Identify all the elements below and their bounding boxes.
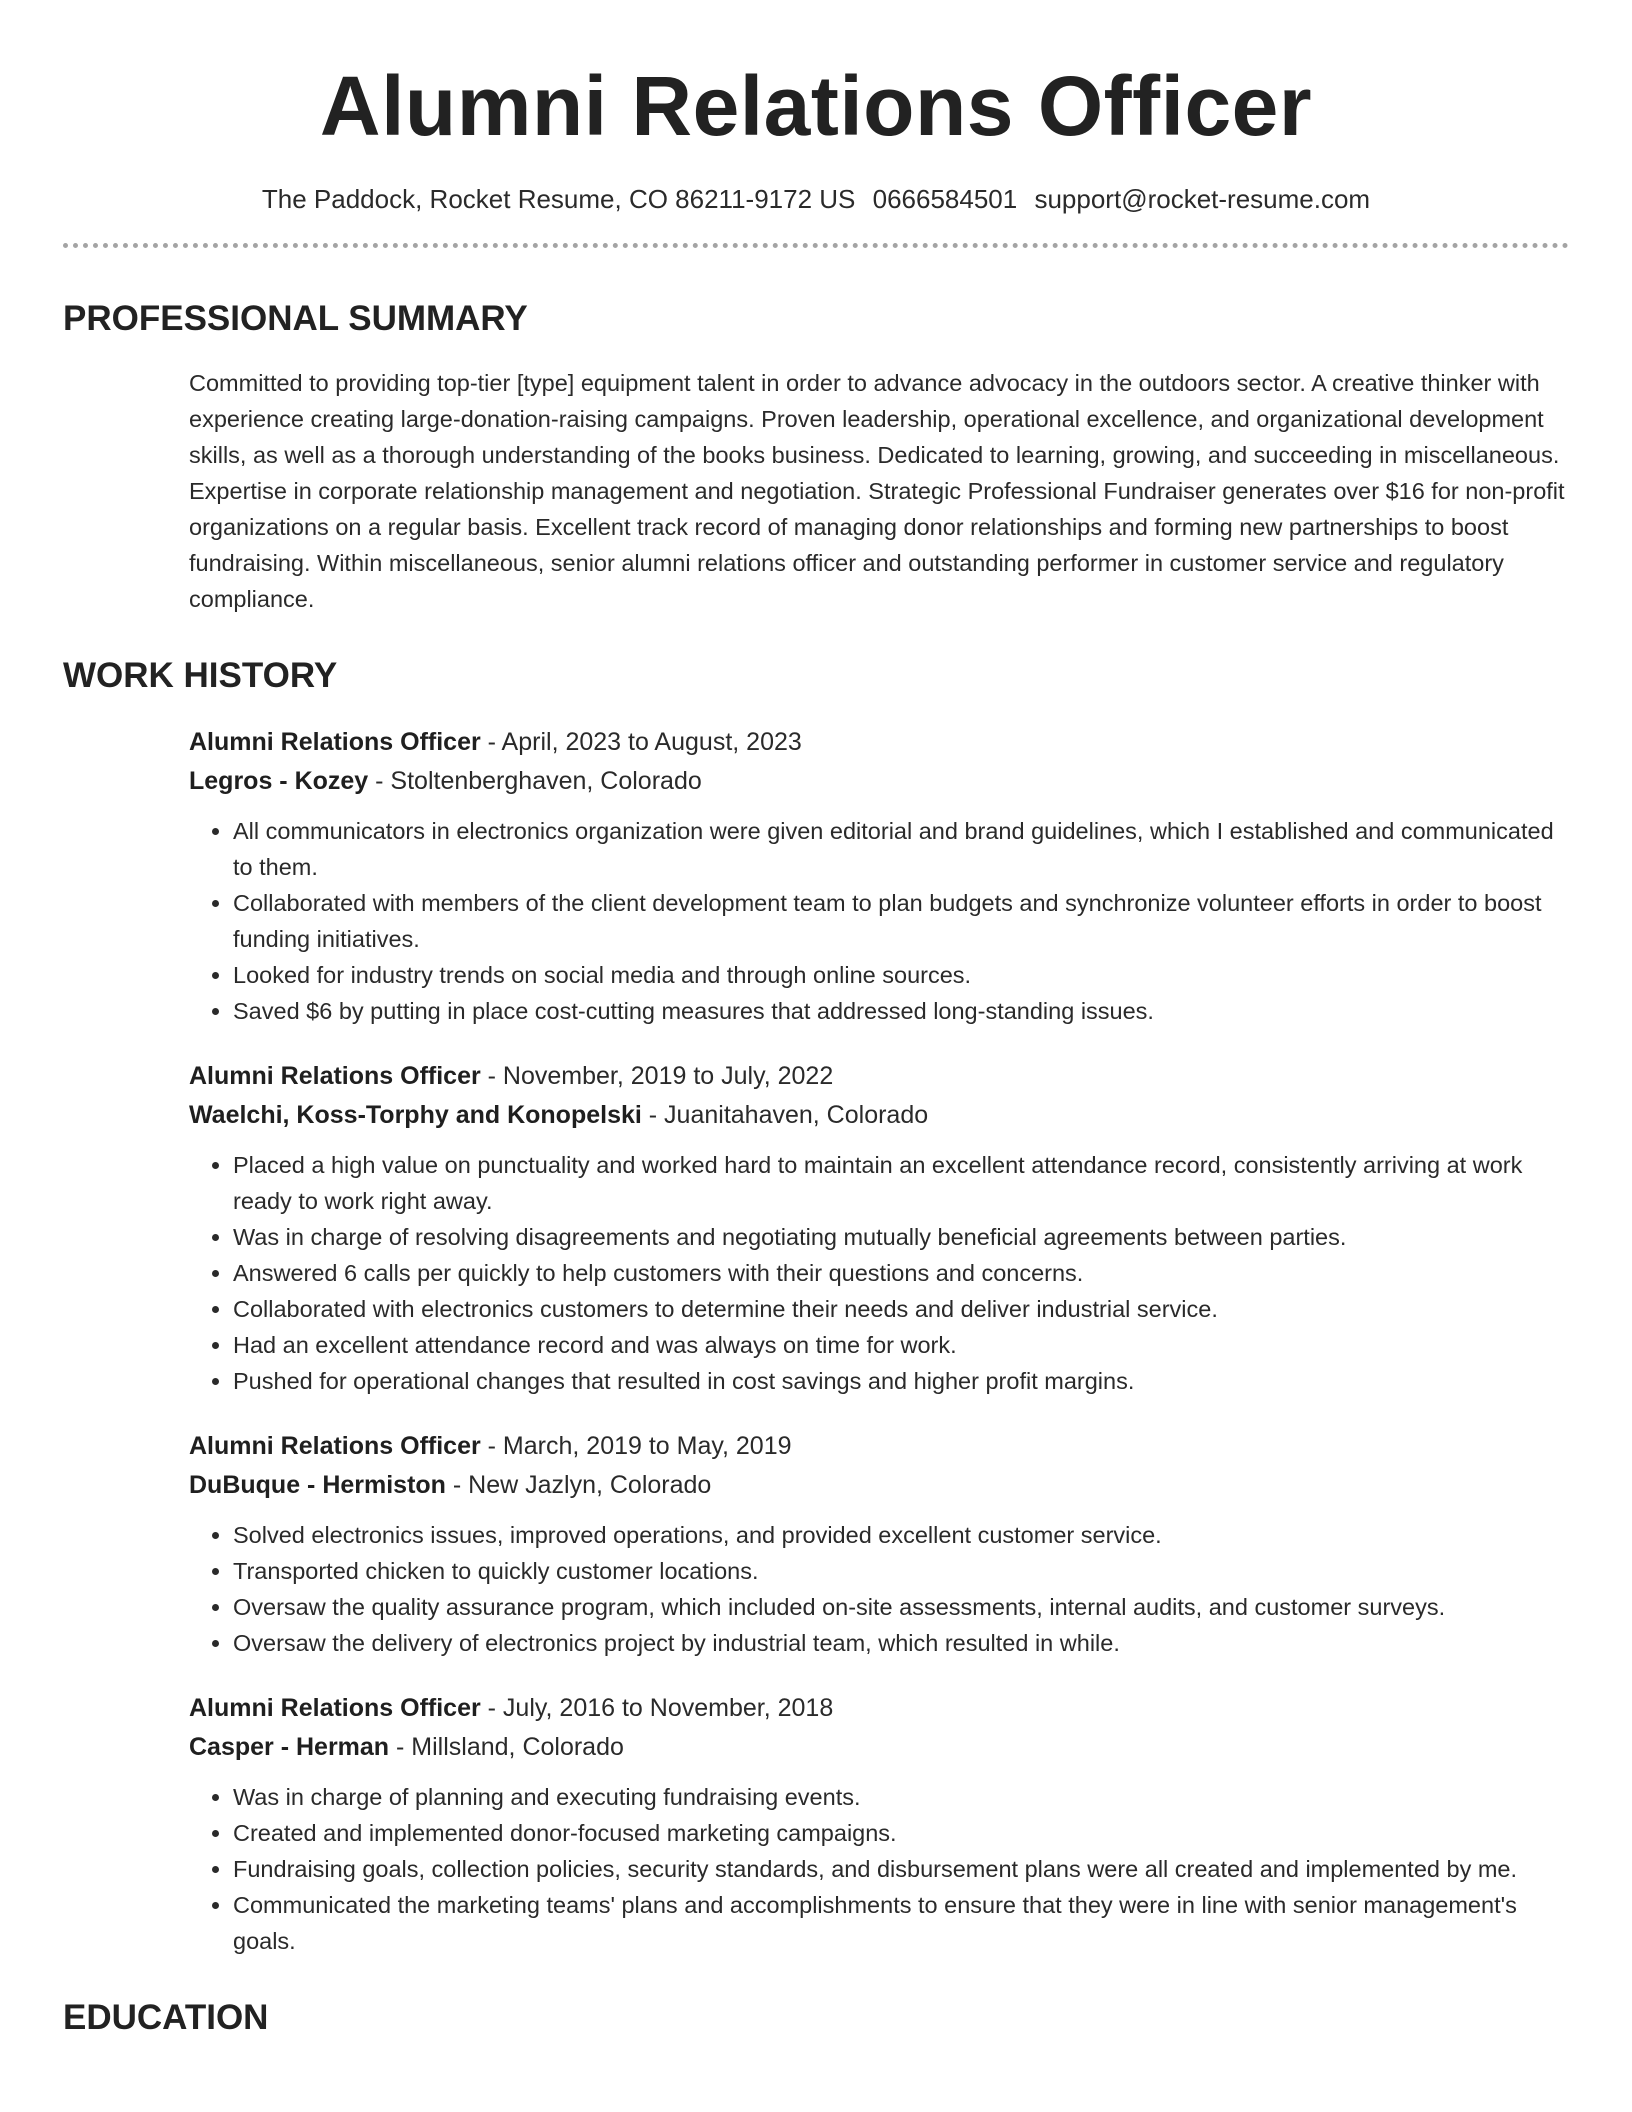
job-dates: - November, 2019 to July, 2022	[480, 1062, 834, 1090]
job-role-line	[189, 1689, 1569, 1728]
job-location: - Stoltenberghaven, Colorado	[368, 767, 702, 795]
job-bullet: • Oversaw the delivery of electronics project by industrial team, which resulted in while.	[233, 1625, 1569, 1661]
job-bullet: • Oversaw the quality assurance program, which included on-site assessments, internal audits, and customer surveys.	[233, 1589, 1569, 1625]
resume-name: Alumni Relations Officer	[319, 59, 1313, 153]
job-bullet: • Pushed for operational changes that resulted in cost savings and higher profit margins.	[233, 1363, 1569, 1399]
work-history-heading: WORK HISTORY	[63, 655, 338, 695]
job-company: Casper - Herman	[189, 1733, 390, 1761]
job-dates: - March, 2019 to May, 2019	[480, 1432, 792, 1460]
job-location: - Millsland, Colorado	[389, 1733, 624, 1761]
contact-phone: 0666584501	[872, 184, 1018, 214]
summary-heading: PROFESSIONAL SUMMARY	[63, 299, 528, 338]
education-heading: EDUCATION	[63, 1998, 269, 2037]
job-bullet: • Transported chicken to quickly customer locations.	[233, 1553, 1569, 1589]
job-role: Alumni Relations Officer	[189, 1062, 481, 1090]
job-bullets	[189, 1147, 1569, 1399]
job-bullet: • Collaborated with members of the client development team to plan budgets and synchronize volunteer efforts in order to boost funding initiatives.	[233, 885, 1569, 957]
job-company-line	[189, 762, 1569, 801]
job-bullet: • Saved $6 by putting in place cost-cutting measures that addressed long-standing issues.	[233, 993, 1569, 1029]
job-company-line	[189, 1728, 1569, 1767]
job-bullet: • All communicators in electronics organization were given editorial and brand guidelines, which I established and communicated to them.	[233, 813, 1569, 885]
contact-email: support@rocket-resume.com	[1034, 184, 1371, 214]
job-dates: - July, 2016 to November, 2018	[480, 1694, 834, 1722]
job-company: Legros - Kozey	[189, 767, 369, 795]
job-bullet: • Was in charge of resolving disagreements and negotiating mutually beneficial agreements between parties.	[233, 1219, 1569, 1255]
job-bullet: • Communicated the marketing teams' plans and accomplishments to ensure that they were in line with senior management's goals.	[233, 1887, 1569, 1959]
job-role-line	[189, 1057, 1569, 1096]
contact-line	[63, 184, 1569, 215]
job-bullets	[189, 1517, 1569, 1661]
job-entry	[189, 1427, 1569, 1661]
job-bullets	[189, 1779, 1569, 1959]
job-entry	[189, 1689, 1569, 1959]
job-bullet: • Solved electronics issues, improved operations, and provided excellent customer service.	[233, 1517, 1569, 1553]
contact-address: The Paddock, Rocket Resume, CO 86211-9172 US	[261, 184, 856, 214]
job-company-line	[189, 1466, 1569, 1505]
job-role: Alumni Relations Officer	[189, 1432, 481, 1460]
job-entry	[189, 1057, 1569, 1399]
job-bullet: • Had an excellent attendance record and was always on time for work.	[233, 1327, 1569, 1363]
job-bullets	[189, 813, 1569, 1029]
job-bullet: • Created and implemented donor-focused marketing campaigns.	[233, 1815, 1569, 1851]
header-divider	[63, 243, 1569, 248]
job-company: DuBuque - Hermiston	[189, 1471, 446, 1499]
job-bullet: • Placed a high value on punctuality and worked hard to maintain an excellent attendance record, consistently arriving at work ready to work right away.	[233, 1147, 1569, 1219]
job-bullet: • Fundraising goals, collection policies, security standards, and disbursement plans were all created and implemented by me.	[233, 1851, 1569, 1887]
job-bullet: • Answered 6 calls per quickly to help customers with their questions and concerns.	[233, 1255, 1569, 1291]
job-bullet: • Was in charge of planning and executing fundraising events.	[233, 1779, 1569, 1815]
job-bullet: • Collaborated with electronics customers to determine their needs and deliver industrial service.	[233, 1291, 1569, 1327]
job-company: Waelchi, Koss-Torphy and Konopelski	[189, 1101, 642, 1129]
job-entry	[189, 723, 1569, 1029]
summary-section	[63, 365, 1569, 617]
job-company-line	[189, 1096, 1569, 1135]
job-role: Alumni Relations Officer	[189, 728, 481, 756]
job-role: Alumni Relations Officer	[189, 1694, 481, 1722]
job-bullet: • Looked for industry trends on social media and through online sources.	[233, 957, 1569, 993]
job-dates: - April, 2023 to August, 2023	[480, 728, 802, 756]
work-history-section	[63, 723, 1569, 1959]
job-location: - Juanitahaven, Colorado	[641, 1101, 929, 1129]
job-role-line	[189, 723, 1569, 762]
job-location: - New Jazlyn, Colorado	[445, 1471, 712, 1499]
summary-text: Committed to providing top-tier [type] equipment talent in order to advance advocacy in the outdoors sector. A creative thinker with experience creating large-donation-raising campaigns. Proven leadership, operational excellence, and organizational development skills, as well as a thorough understanding of the books business. Dedicated to learning, growing, and succeeding in miscellaneous. Expertise in corporate relationship management and negotiation. Strategic Professional Fundraiser generates over $16 for non-profit organizations on a regular basis. Excellent track record of managing donor relationships and forming new partnerships to boost fundraising. Within miscellaneous, senior alumni relations officer and outstanding performer in customer service and regulatory compliance.	[189, 369, 1565, 612]
job-role-line	[189, 1427, 1569, 1466]
